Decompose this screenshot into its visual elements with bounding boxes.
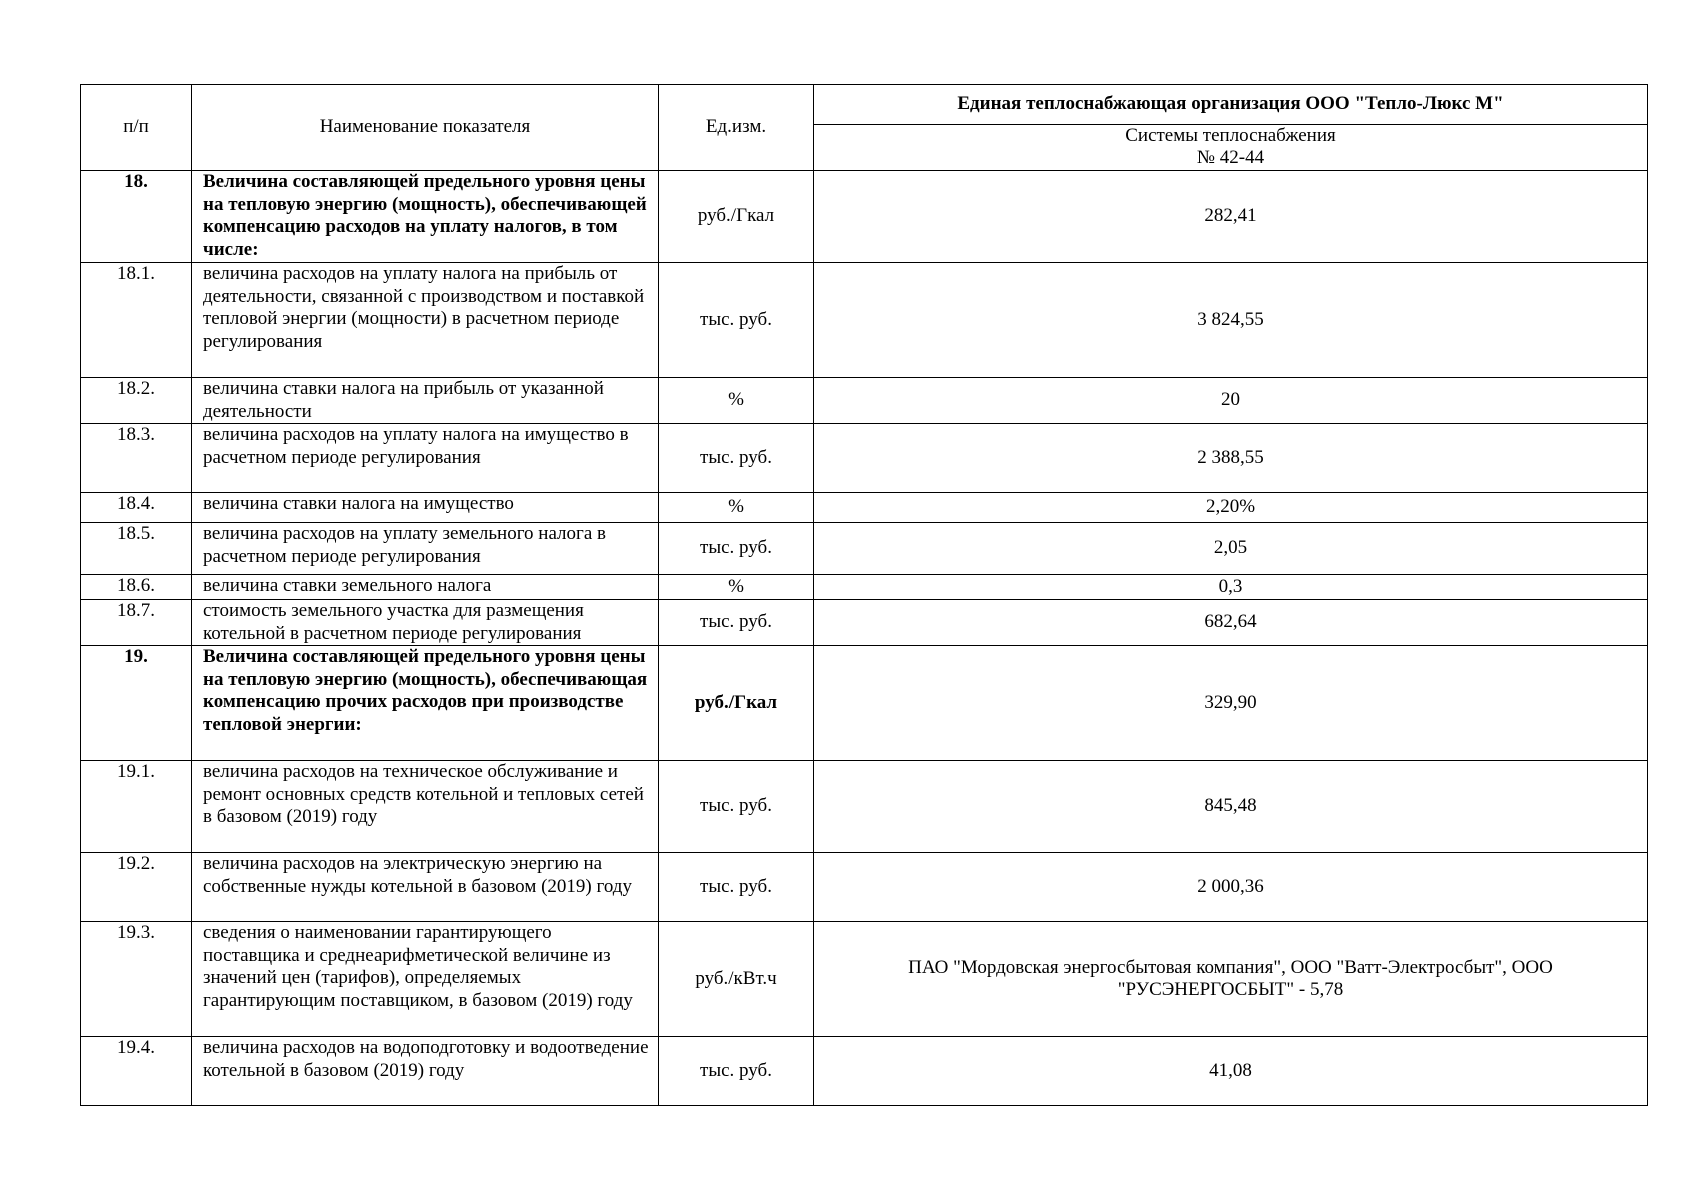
indicator-name: величина ставки земельного налога bbox=[192, 575, 659, 600]
indicator-name: величина расходов на водоподготовку и водоотведение котельной в базовом (2019) году bbox=[192, 1037, 659, 1106]
table-row bbox=[81, 1037, 1648, 1106]
unit: тыс. руб. bbox=[659, 853, 814, 922]
indicator-name: сведения о наименовании гарантирующего поставщика и среднеарифметической величине из значений цен (тарифов), определяемых гарантирующим поставщиком, в базовом (2019) году bbox=[192, 922, 659, 1037]
unit: тыс. руб. bbox=[659, 424, 814, 493]
table-row bbox=[81, 646, 1648, 761]
value: 20 bbox=[814, 378, 1648, 424]
table-row bbox=[81, 263, 1648, 378]
header-unit: Ед.изм. bbox=[659, 85, 814, 171]
value: 3 824,55 bbox=[814, 263, 1648, 378]
unit: руб./Гкал bbox=[659, 646, 814, 761]
unit: тыс. руб. bbox=[659, 523, 814, 575]
indicator-name: величина ставки налога на прибыль от указанной деятельности bbox=[192, 378, 659, 424]
indicator-name: величина расходов на техническое обслуживание и ремонт основных средств котельной и тепловых сетей в базовом (2019) году bbox=[192, 761, 659, 853]
row-number: 19.3. bbox=[81, 922, 192, 1037]
value: 329,90 bbox=[814, 646, 1648, 761]
value: 2 388,55 bbox=[814, 424, 1648, 493]
header-systems-line1: Системы теплоснабжения bbox=[1125, 125, 1336, 146]
table-row bbox=[81, 523, 1648, 575]
unit: руб./Гкал bbox=[659, 171, 814, 263]
unit: тыс. руб. bbox=[659, 263, 814, 378]
unit: тыс. руб. bbox=[659, 1037, 814, 1106]
header-organization: Единая теплоснабжающая организация ООО "Тепло-Люкс М" bbox=[814, 85, 1648, 125]
row-number: 19.4. bbox=[81, 1037, 192, 1106]
table-row bbox=[81, 378, 1648, 424]
indicator-name: величина расходов на уплату земельного налога в расчетном периоде регулирования bbox=[192, 523, 659, 575]
value: 41,08 bbox=[814, 1037, 1648, 1106]
table-row bbox=[81, 853, 1648, 922]
row-number: 18.6. bbox=[81, 575, 192, 600]
value: 2 000,36 bbox=[814, 853, 1648, 922]
indicator-name: стоимость земельного участка для размещения котельной в расчетном периоде регулирования bbox=[192, 600, 659, 646]
indicator-name: величина расходов на уплату налога на прибыль от деятельности, связанной с производством и поставкой тепловой энергии (мощности) в расчетном периоде регулирования bbox=[192, 263, 659, 378]
table-row bbox=[81, 424, 1648, 493]
row-number: 18.7. bbox=[81, 600, 192, 646]
unit: % bbox=[659, 378, 814, 424]
row-number: 18.3. bbox=[81, 424, 192, 493]
header-systems-line2: № 42-44 bbox=[1196, 147, 1265, 168]
row-number: 18.2. bbox=[81, 378, 192, 424]
table-body bbox=[81, 171, 1648, 1106]
header-name: Наименование показателя bbox=[192, 85, 659, 171]
indicator-name: величина ставки налога на имущество bbox=[192, 493, 659, 523]
unit: тыс. руб. bbox=[659, 600, 814, 646]
table-row bbox=[81, 493, 1648, 523]
value: 845,48 bbox=[814, 761, 1648, 853]
value: 282,41 bbox=[814, 171, 1648, 263]
row-number: 19.1. bbox=[81, 761, 192, 853]
table-row bbox=[81, 575, 1648, 600]
row-number: 18.4. bbox=[81, 493, 192, 523]
tariff-table bbox=[80, 84, 1648, 1106]
indicator-name: Величина составляющей предельного уровня цены на тепловую энергию (мощность), обеспечивающая компенсацию прочих расходов при производстве тепловой энергии: bbox=[192, 646, 659, 761]
table-row bbox=[81, 171, 1648, 263]
table-row bbox=[81, 922, 1648, 1037]
row-number: 18. bbox=[81, 171, 192, 263]
value: 2,05 bbox=[814, 523, 1648, 575]
unit: % bbox=[659, 575, 814, 600]
value: 0,3 bbox=[814, 575, 1648, 600]
unit: руб./кВт.ч bbox=[659, 922, 814, 1037]
header-num: п/п bbox=[81, 85, 192, 171]
value: 682,64 bbox=[814, 600, 1648, 646]
table-header bbox=[81, 85, 1648, 171]
indicator-name: величина расходов на электрическую энергию на собственные нужды котельной в базовом (2019) году bbox=[192, 853, 659, 922]
row-number: 19.2. bbox=[81, 853, 192, 922]
table-row bbox=[81, 761, 1648, 853]
indicator-name: Величина составляющей предельного уровня цены на тепловую энергию (мощность), обеспечивающей компенсацию расходов на уплату налогов, в том числе: bbox=[192, 171, 659, 263]
row-number: 18.5. bbox=[81, 523, 192, 575]
indicator-name: величина расходов на уплату налога на имущество в расчетном периоде регулирования bbox=[192, 424, 659, 493]
value: 2,20% bbox=[814, 493, 1648, 523]
unit: тыс. руб. bbox=[659, 761, 814, 853]
value: ПАО "Мордовская энергосбытовая компания", ООО "Ватт-Электросбыт", ООО "РУСЭНЕРГОСБЫТ" - 5,78 bbox=[814, 922, 1648, 1037]
header-systems bbox=[814, 125, 1648, 171]
row-number: 18.1. bbox=[81, 263, 192, 378]
table-row bbox=[81, 600, 1648, 646]
unit: % bbox=[659, 493, 814, 523]
row-number: 19. bbox=[81, 646, 192, 761]
